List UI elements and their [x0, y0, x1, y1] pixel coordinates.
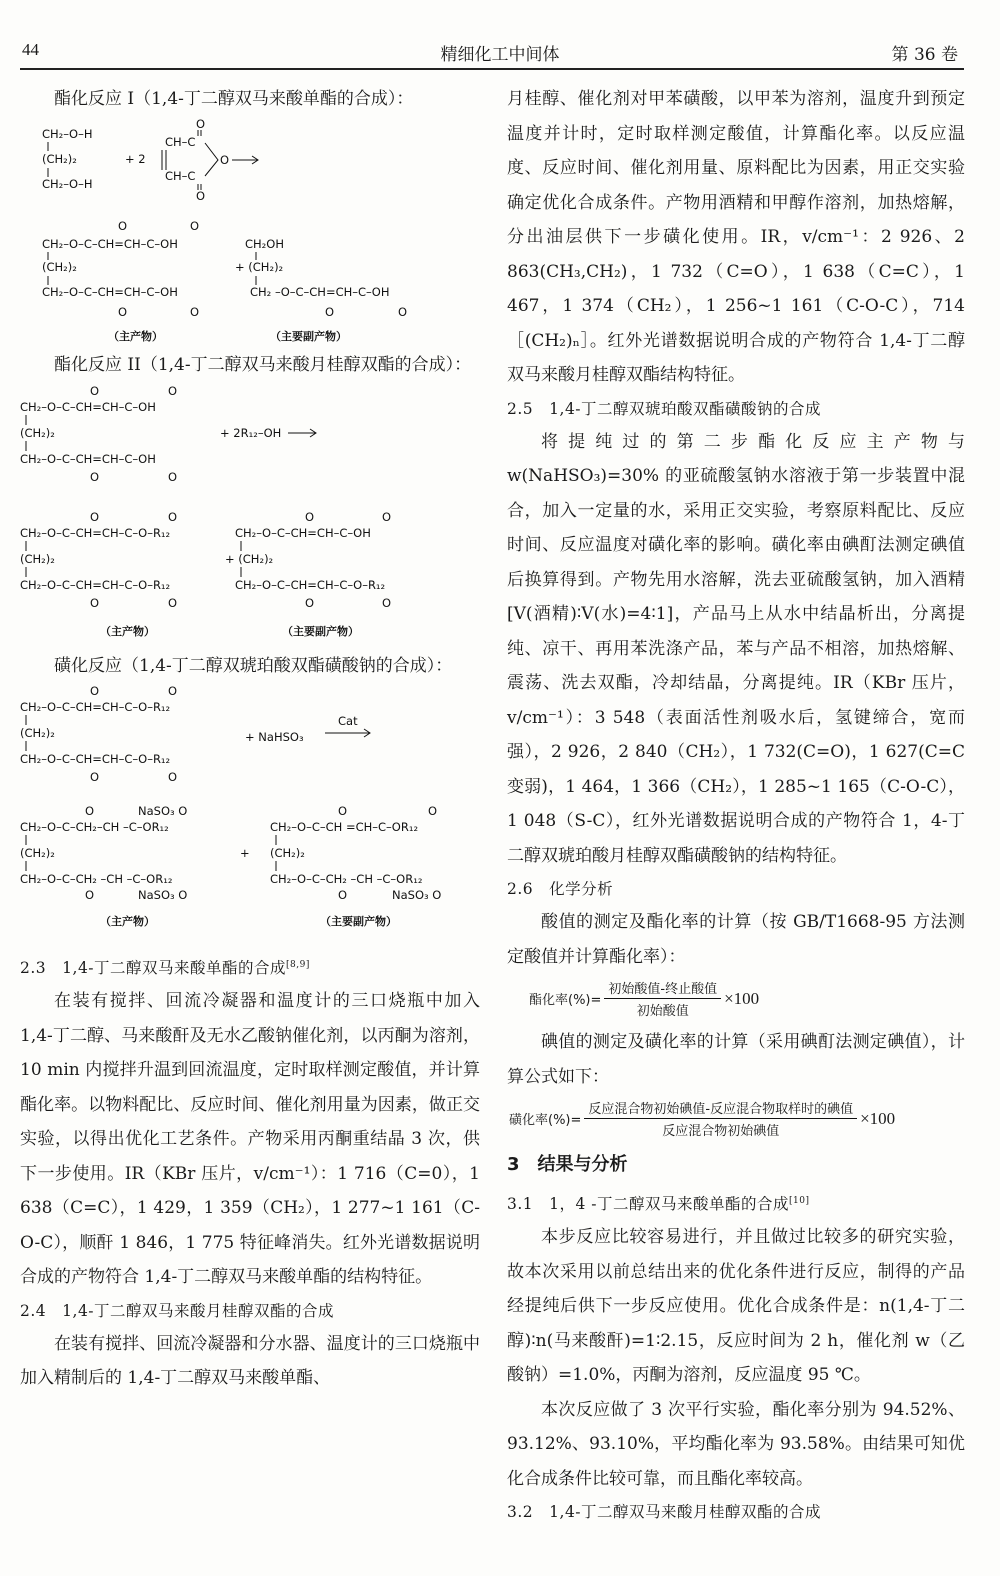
section-2-3-heading: 2.3 1,4-丁二醇双马来酸单酯的合成[8,9] [20, 959, 310, 978]
section-2-3-paragraph: 在装有搅拌、回流冷凝器和温度计的三口烧瓶中加入 1,4-丁二醇、马来酸酐及无水乙酸钠催化剂，以丙酮为溶剂，10 min 内搅拌升温到回流温度，定时取样测定酸值，并计算酯化率。以物料配比、反应时间、催化剂用量为因素，做正交实验，以得出优化工艺条件。产物采用丙酮重结晶 3 次，供下一步使用。IR（KBr 压片，v/cm⁻¹）：1 716（C=0），1 638（C=C），1 429，1 359（CH₂），1 277~1 161（C-O-C），顺酐 1 846，1 775 特征峰消失。红外光谱数据说明合成的产物符合 1,4-丁二醇双马来酸单酯的结构特征。 [20, 991, 480, 1288]
svg-text:O: O [118, 219, 128, 233]
sulfonation-rate-formula: 磺化率(%)= $\frac{\text{反应混合物初始碘值-反应混合物取样时的碘值}}{\text{反应混合物初始碘值}}$ ×100 [509, 1098, 965, 1139]
svg-text:(CH₂)₂: (CH₂)₂ [270, 846, 305, 860]
rxn1-main-product-label: （主产物） [108, 330, 163, 343]
rxn2-main-product-label: （主产物） [100, 624, 155, 638]
svg-text:O: O [382, 595, 392, 610]
svg-text:(CH₂)₂: (CH₂)₂ [20, 726, 55, 740]
svg-text:O: O [325, 305, 335, 319]
rxn2-side-product-label: （主要副产物） [282, 624, 359, 638]
section-2-4-paragraph-cont: 月桂醇、催化剂对甲苯磺酸，以甲苯为溶剂，温度升到预定温度并计时，定时取样测定酸值，计算酯化率。以反应温度、反应时间、催化剂用量、原料配比为因素，用正交实验确定优化合成条件。产物用酒精和甲醇作溶剂，加热熔解，分出油层供下一步磺化使用。IR，v/cm⁻¹：2 926、2 863(CH₃,CH₂)，1 732（C=O），1 638（C=C），1 467，1 374（CH₂），1 256~1 161（C-O-C），714［(CH₂)ₙ］。红外光谱数据说明合成的产物符合 1,4-丁二醇双马来酸月桂醇双酯结构特征。 [507, 89, 965, 385]
svg-text:CH₂–O–C–CH₂ –CH –C–OR₁₂: CH₂–O–C–CH₂ –CH –C–OR₁₂ [270, 872, 423, 886]
svg-text:(CH₂)₂: (CH₂)₂ [20, 425, 55, 440]
svg-text:O: O [190, 305, 200, 319]
svg-text:O: O [196, 118, 206, 131]
svg-text:CH₂–O–C–CH =CH–C–OR₁₂: CH₂–O–C–CH =CH–C–OR₁₂ [270, 820, 419, 834]
svg-text:CH₂–O–C–CH=CH–C–OH: CH₂–O–C–CH=CH–C–OH [20, 399, 156, 414]
svg-text:O: O [168, 770, 178, 784]
svg-text:(CH₂)₂: (CH₂)₂ [42, 152, 77, 166]
svg-text:CH₂–O–C–CH=CH–C–OH: CH₂–O–C–CH=CH–C–OH [42, 237, 178, 251]
svg-text:+ (CH₂)₂: + (CH₂)₂ [225, 551, 274, 566]
svg-text:NaSO₃ O: NaSO₃ O [392, 888, 442, 902]
section-3-heading: 3 结果与分析 [507, 1154, 628, 1175]
svg-text:O: O [90, 595, 100, 610]
section-2-5-heading: 2.5 1,4-丁二醇双琥珀酸双酯磺酸钠的合成 [507, 399, 822, 418]
svg-text:O: O [90, 509, 100, 524]
page-number: 44 [22, 40, 39, 59]
section-3-1-paragraph-b: 本次反应做了 3 次平行实验，酯化率分别为 94.52%、93.12%、93.10%，平均酯化率为 93.58%。由结果可知优化合成条件比较可靠，而且酯化率较高。 [507, 1399, 965, 1489]
svg-text:CH–C: CH–C [165, 135, 196, 149]
svg-text:(CH₂)₂: (CH₂)₂ [20, 551, 55, 566]
rxn3-title: 磺化反应（1,4-丁二醇双琥珀酸双酯磺酸钠的合成）： [54, 655, 453, 676]
section-3-1-paragraph-a: 本步反应比较容易进行，并且做过比较多的研究实验，故本次采用以前总结出来的优化条件进行反应，制得的产品经提纯后供下一步反应使用。优化合成条件是：n(1,4-丁二醇)∶n(马来酸酐)=1∶2.15，反应时间为 2 h，催化剂 w（乙酸钠）=1.0%，丙酮为溶剂，反应温度 95 ℃。 [507, 1227, 965, 1386]
svg-text:O: O [305, 509, 315, 524]
volume-label: 第 36 卷 [891, 45, 958, 65]
svg-text:CH₂–O–H: CH₂–O–H [42, 177, 93, 191]
svg-text:CH₂–O–C–CH=CH–C–O–R₁₂: CH₂–O–C–CH=CH–C–O–R₁₂ [20, 752, 171, 766]
svg-text:+: + [240, 846, 250, 860]
header-rule [20, 68, 964, 70]
reaction-2-scheme [20, 385, 480, 647]
reaction-1-scheme [20, 118, 480, 346]
svg-text:+ (CH₂)₂: + (CH₂)₂ [235, 260, 284, 274]
svg-text:CH₂–O–C–CH=CH–C–O–R₁₂: CH₂–O–C–CH=CH–C–O–R₁₂ [235, 577, 386, 592]
svg-text:+ NaHSO₃: + NaHSO₃ [245, 730, 304, 744]
rxn3-main-product-label: （主产物） [100, 915, 155, 928]
svg-text:O: O [305, 595, 315, 610]
left-column [20, 82, 480, 1396]
rxn1-side-product-label: （主要副产物） [270, 330, 347, 343]
svg-text:NaSO₃ O: NaSO₃ O [138, 888, 188, 902]
svg-text:O: O [382, 509, 392, 524]
svg-text:O: O [85, 804, 95, 818]
svg-text:CH₂–O–H: CH₂–O–H [42, 127, 93, 141]
svg-text:CH₂ –O–C–CH=CH–C–OH: CH₂ –O–C–CH=CH–C–OH [250, 285, 390, 299]
svg-text:O: O [90, 685, 100, 698]
right-column [507, 82, 965, 1528]
svg-text:NaSO₃ O: NaSO₃ O [138, 804, 188, 818]
svg-text:+ 2: + 2 [125, 152, 146, 166]
section-2-4-paragraph: 在装有搅拌、回流冷凝器和分水器、温度计的三口烧瓶中加入精制后的 1,4-丁二醇双马来酸单酯、 [20, 1333, 480, 1389]
svg-text:CH₂–O–C–CH=CH–C–OH: CH₂–O–C–CH=CH–C–OH [235, 525, 371, 540]
svg-text:CH₂–O–C–CH=CH–C–OH: CH₂–O–C–CH=CH–C–OH [42, 285, 178, 299]
page-header [0, 0, 1000, 70]
svg-text:O: O [220, 153, 230, 167]
journal-title: 精细化工中间体 [440, 45, 560, 65]
svg-text:+ 2R₁₂–OH: + 2R₁₂–OH [220, 425, 282, 440]
svg-text:O: O [196, 189, 206, 203]
svg-text:O: O [90, 770, 100, 784]
esterification-rate-formula: 酯化率(%)= $\frac{\text{初始酸值-终止酸值}}{\text{初始酸值}}$ ×100 [529, 978, 965, 1019]
svg-text:O: O [168, 509, 178, 524]
reaction-3-scheme [20, 685, 480, 947]
svg-text:CH₂–O–C–CH=CH–C–OH: CH₂–O–C–CH=CH–C–OH [20, 451, 156, 466]
svg-text:O: O [168, 469, 178, 484]
svg-text:CH₂–O–C–CH=CH–C–O–R₁₂: CH₂–O–C–CH=CH–C–O–R₁₂ [20, 700, 171, 714]
section-2-5-paragraph: 将提纯过的第二步酯化反应主产物与 w(NaHSO₃)=30% 的亚硫酸氢钠水溶液于第一步装置中混合，加入一定量的水，采用正交实验，考察原料配比、反应时间、反应温度对磺化率的影响。磺化率由碘酊法测定碘值后换算得到。产物先用水溶解，洗去亚硫酸氢钠，加入酒精[V(酒精)∶V(水)=4∶1]，产品马上从水中结晶析出，分离提纯、凉干、再用苯洗涤产品，苯与产品不相溶，加热熔解、震荡、洗去双酯，冷却结晶，分离提纯。IR（KBr 压片，v/cm⁻¹）：3 548（表面活性剂吸水后，氢键缔合，宽而强），2 926，2 840（CH₂），1 732(C=O)，1 627(C=C 变弱)，1 464，1 366（CH₂），1 285~1 165（C-O-C），1 048（S-C），红外光谱数据说明合成的产物符合 1，4-丁二醇双琥珀酸月桂醇双酯磺酸钠的结构特征。 [507, 431, 965, 866]
svg-text:O: O [168, 595, 178, 610]
svg-text:O: O [398, 305, 408, 319]
svg-text:(CH₂)₂: (CH₂)₂ [20, 846, 55, 860]
svg-text:CH₂–O–C–CH₂ –CH –C–OR₁₂: CH₂–O–C–CH₂ –CH –C–OR₁₂ [20, 872, 173, 886]
svg-text:O: O [190, 219, 200, 233]
svg-text:O: O [168, 685, 178, 698]
svg-text:CH₂–O–C–CH=CH–C–O–R₁₂: CH₂–O–C–CH=CH–C–O–R₁₂ [20, 525, 171, 540]
section-2-6-paragraph-a: 酸值的测定及酯化率的计算（按 GB/T1668-95 方法测定酸值并计算酯化率）： [507, 912, 965, 967]
svg-text:O: O [90, 384, 100, 398]
svg-text:O: O [168, 384, 178, 398]
rxn2-title: 酯化反应 II（1,4-丁二醇双马来酸月桂醇双酯的合成）： [54, 355, 472, 375]
section-3-1-heading: 3.1 1，4 -丁二醇双马来酸单酯的合成[10] [507, 1195, 810, 1214]
section-2-6-heading: 2.6 化学分析 [507, 880, 614, 898]
section-2-4-heading: 2.4 1,4-丁二醇双马来酸月桂醇双酯的合成 [20, 1301, 335, 1320]
svg-text:O: O [90, 469, 100, 484]
rxn3-side-product-label: （主要副产物） [320, 915, 397, 928]
svg-text:O: O [338, 804, 348, 818]
section-3-2-heading: 3.2 1,4-丁二醇双马来酸月桂醇双酯的合成 [507, 1503, 822, 1522]
svg-text:O: O [85, 888, 95, 902]
svg-text:O: O [338, 888, 348, 902]
section-2-6-paragraph-b: 碘值的测定及磺化率的计算（采用碘酊法测定碘值），计算公式如下： [507, 1032, 965, 1087]
svg-text:CH₂OH: CH₂OH [245, 237, 284, 251]
svg-text:Cat: Cat [338, 714, 358, 728]
svg-text:O: O [118, 305, 128, 319]
svg-text:(CH₂)₂: (CH₂)₂ [42, 260, 77, 274]
svg-text:CH₂–O–C–CH₂–CH –C–OR₁₂: CH₂–O–C–CH₂–CH –C–OR₁₂ [20, 820, 169, 834]
svg-text:O: O [428, 804, 438, 818]
rxn1-title: 酯化反应 I（1,4-丁二醇双马来酸单酯的合成）： [54, 89, 414, 109]
svg-text:CH₂–O–C–CH=CH–C–O–R₁₂: CH₂–O–C–CH=CH–C–O–R₁₂ [20, 577, 171, 592]
svg-text:CH–C: CH–C [165, 169, 196, 183]
